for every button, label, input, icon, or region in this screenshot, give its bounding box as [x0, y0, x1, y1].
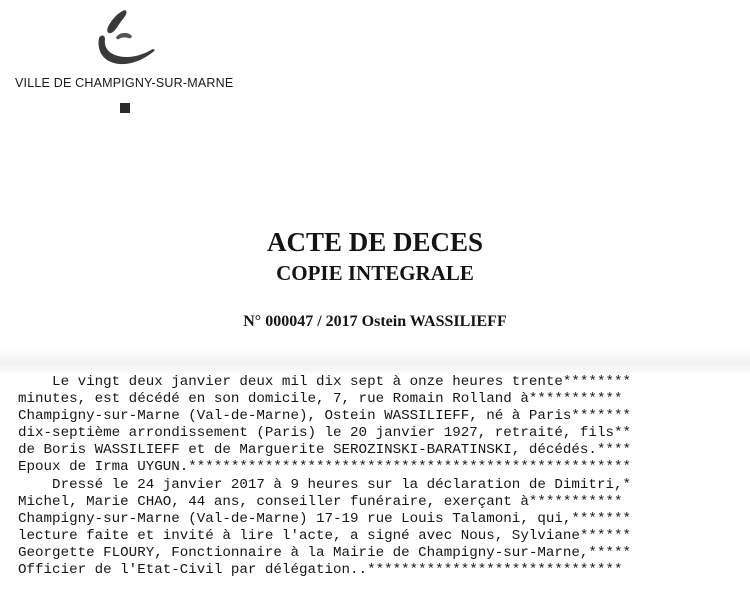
logo-accent-stroke — [116, 33, 132, 39]
scan-shadow-band — [0, 348, 750, 374]
act-body-text — [18, 374, 748, 579]
body-line: Champigny-sur-Marne (Val-de-Marne), Ostein WASSILIEFF, né à Paris******* — [18, 408, 631, 425]
body-line: dix-septième arrondissement (Paris) le 20 janvier 1927, retraité, fils** — [18, 425, 631, 442]
document-subtitle: COPIE INTEGRALE — [276, 261, 474, 285]
body-line: lecture faite et invité à lire l'acte, a signé avec Nous, Sylviane****** — [18, 527, 631, 544]
body-line: Georgette FLOURY, Fonctionnaire à la Mairie de Champigny-sur-Marne,***** — [18, 544, 631, 561]
document-title: ACTE DE DECES — [266, 227, 484, 257]
body-line: Epoux de Irma UYGUN.**************************************************** — [18, 459, 631, 476]
logo-upper-stroke — [107, 10, 126, 33]
body-line: Le vingt deux janvier deux mil dix sept à onze heures trente******** — [18, 374, 631, 390]
city-logo — [95, 8, 159, 70]
header-square-mark — [120, 103, 130, 113]
body-line: Dressé le 24 janvier 2017 à 9 heures sur la déclaration de Dimitri,* — [18, 476, 631, 493]
body-line: Michel, Marie CHAO, 44 ans, conseiller funéraire, exerçant à*********** — [18, 493, 623, 510]
body-line: Officier de l'Etat-Civil par délégation..****************************** — [18, 562, 623, 579]
logo-lower-stroke — [99, 35, 155, 64]
document-number: N° 000047 / 2017 Ostein WASSILIEFF — [243, 313, 507, 330]
body-line: de Boris WASSILIEFF et de Marguerite SEROZINSKI-BARATINSKI, décédés.**** — [18, 442, 631, 459]
body-line: minutes, est décédé en son domicile, 7, rue Romain Rolland à*********** — [18, 391, 623, 408]
town-name: VILLE DE CHAMPIGNY-SUR-MARNE — [15, 76, 234, 90]
body-line: Champigny-sur-Marne (Val-de-Marne) 17-19 rue Louis Talamoni, qui,******* — [18, 510, 631, 527]
